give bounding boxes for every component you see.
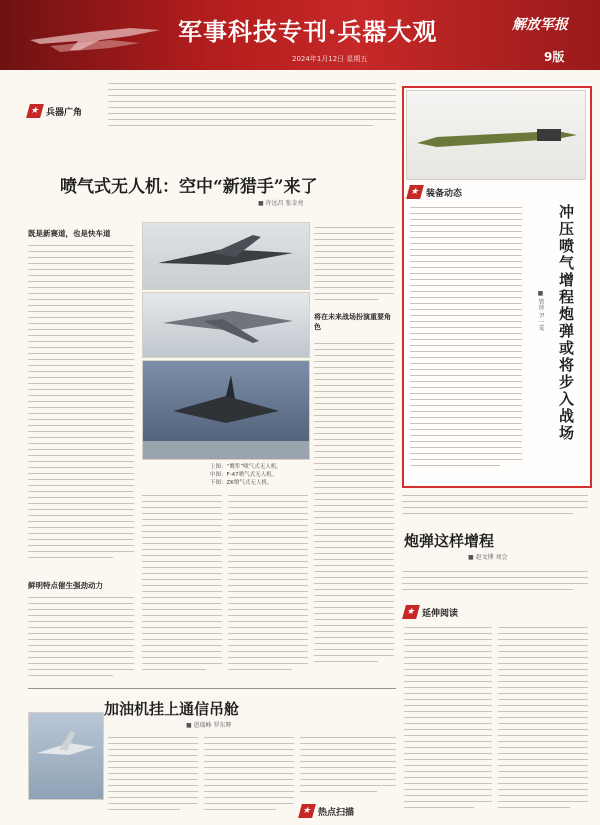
banner-title: 军事科技专刊·兵器大观: [178, 17, 438, 46]
subhead-3: 鲜明特点催生强劲动力: [28, 581, 103, 590]
main-article-byline: ■ 许远昌 张金亮: [258, 200, 304, 207]
photo-caption-1: 上图：“鹰隼”喷气式无人机。: [210, 464, 282, 470]
sub-article-byline: ■ 赵文博 刘会: [468, 554, 508, 561]
issue-date: 2024年1月12日 星期五: [292, 55, 368, 63]
equipment-news-byline: ■ 管珍 尹一雯: [537, 290, 544, 331]
photo-caption-2: 中图：F-47喷气式无人机。: [210, 472, 278, 478]
bottom-article-title: 加油机挂上通信吊舱: [104, 700, 240, 718]
shell-photo: [406, 90, 586, 180]
subhead-1: 既是新赛道，也是快车道: [28, 229, 111, 238]
extended-reading-col-1: [404, 622, 492, 818]
main-article-column-4b: [314, 338, 394, 680]
main-article-column-3: [228, 490, 308, 680]
main-article-column-2: [142, 490, 222, 680]
main-article-column-4a: [314, 222, 394, 307]
bottom-article-col-1: [108, 732, 198, 818]
bottom-article-col-3: [300, 732, 396, 798]
main-article-column-1: [28, 240, 134, 570]
star-icon: ★: [406, 185, 424, 199]
sub-article-title: 炮弹这样增程: [404, 532, 495, 550]
star-icon: ★: [402, 605, 420, 619]
drone-photo-bottom: [142, 360, 310, 460]
main-article-column-1b: [28, 592, 134, 682]
sub-article-text: [402, 566, 588, 596]
equipment-news-text: [410, 202, 522, 476]
drone-photo-mid: [142, 292, 310, 358]
section-tag-equipment: ★ 装备动态: [408, 185, 462, 199]
subhead-2: 将在未来战场扮演重要角色: [314, 313, 391, 331]
extended-reading-col-2: [498, 622, 588, 818]
drone-photo-top: [142, 222, 310, 290]
bottom-article-col-2: [204, 732, 294, 818]
star-icon: ★: [26, 104, 44, 118]
section-divider: [28, 688, 396, 689]
newspaper-logo: 解放军报: [512, 17, 568, 33]
equipment-news-title: 冲压喷气增程炮弹或将步入战场: [557, 204, 575, 442]
star-icon: ★: [298, 804, 316, 818]
fighter-jet-icon: [20, 10, 170, 62]
right-column-top-text: [402, 490, 588, 518]
page-number: 9版: [544, 50, 565, 64]
tanker-photo: [28, 712, 104, 800]
main-article-title: 喷气式无人机：空中“新猎手”来了: [60, 177, 318, 197]
section-tag-extended: ★ 延伸阅读: [404, 605, 458, 619]
bottom-article-byline: ■ 恩瑞峰 罗东辉: [186, 722, 232, 729]
section-tag-hot: ★ 热点扫描: [300, 804, 354, 818]
section-tag-weapons: ★ 兵器广角: [28, 104, 82, 118]
intro-text-block: [108, 78, 396, 140]
photo-caption-3: 下图：ZK喷气式无人机。: [210, 480, 273, 486]
